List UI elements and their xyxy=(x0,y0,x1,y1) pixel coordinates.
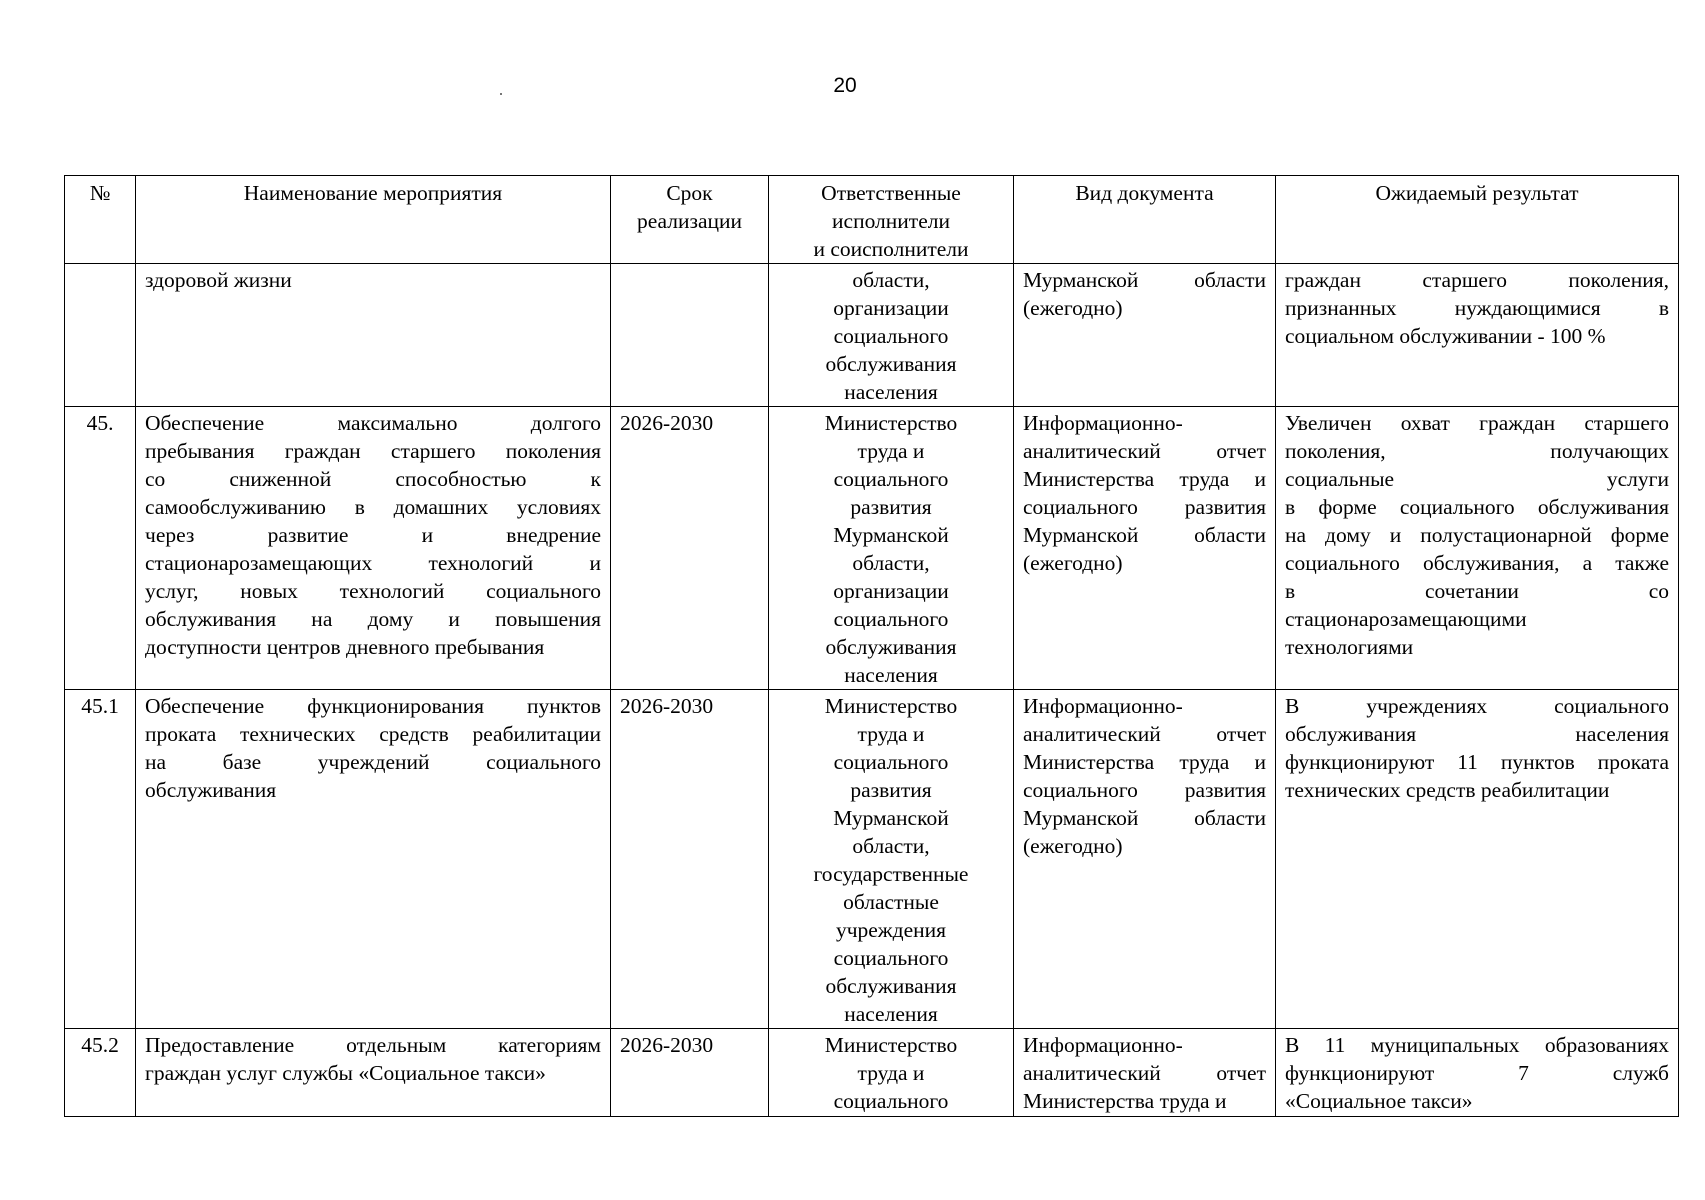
cell-line: населения xyxy=(844,663,938,687)
cell-line: стационарозамещающих технологий и xyxy=(145,551,601,575)
cell-line: Мурманской области xyxy=(1023,523,1266,547)
cell-line: в сочетании со xyxy=(1285,579,1669,603)
cell-line: Информационно- xyxy=(1023,1033,1183,1057)
row-num xyxy=(65,264,136,407)
cell-line: Мурманской xyxy=(833,806,949,830)
cell-line: социального xyxy=(833,946,949,970)
row-doc-type xyxy=(1014,1029,1276,1117)
table-row xyxy=(65,1029,1679,1117)
cell-line: пребывания граждан старшего поколения xyxy=(145,439,601,463)
cell-line: услуг, новых технологий социального xyxy=(145,579,601,603)
cell-line: социальные услуги xyxy=(1285,467,1669,491)
cell-line: обслуживания населения xyxy=(1285,722,1669,746)
cell-line: области, xyxy=(852,268,930,292)
cell-line: социального xyxy=(833,324,949,348)
cell-line: организации xyxy=(833,296,949,320)
cell-line: Министерства труда и xyxy=(1023,467,1266,491)
row-name xyxy=(136,407,611,690)
cell-line: развития xyxy=(850,778,932,802)
header-name: Наименование мероприятия xyxy=(136,176,611,264)
cell-line: здоровой жизни xyxy=(145,268,292,292)
cell-line: граждан услуг службы «Социальное такси» xyxy=(145,1061,546,1085)
cell-line: функционируют 7 служб xyxy=(1285,1061,1669,1085)
cell-line: обслуживания xyxy=(825,352,957,376)
cell-line: доступности центров дневного пребывания xyxy=(145,635,545,659)
cell-line: В 11 муниципальных образованиях xyxy=(1285,1033,1669,1057)
cell-line: Обеспечение максимально долгого xyxy=(145,411,601,435)
header-term xyxy=(611,176,769,264)
row-name xyxy=(136,1029,611,1117)
cell-line: Министерство xyxy=(824,1033,958,1057)
cell-line: технических средств реабилитации xyxy=(1285,778,1610,802)
cell-line: организации xyxy=(833,579,949,603)
table-row xyxy=(65,690,1679,1029)
cell-line: труда и xyxy=(857,1061,925,1085)
row-executors xyxy=(769,264,1014,407)
row-result xyxy=(1276,407,1679,690)
cell-line: граждан старшего поколения, xyxy=(1285,268,1669,292)
header-num: № xyxy=(65,176,136,264)
row-name xyxy=(136,690,611,1029)
cell-line: труда и xyxy=(857,722,925,746)
cell-line: Обеспечение функционирования пунктов xyxy=(145,694,601,718)
cell-line: исполнители xyxy=(832,209,950,233)
row-name xyxy=(136,264,611,407)
cell-line: самообслуживанию в домашних условиях xyxy=(145,495,601,519)
cell-line: Предоставление отдельным категориям xyxy=(145,1033,601,1057)
cell-line: труда и xyxy=(857,439,925,463)
row-doc-type xyxy=(1014,407,1276,690)
cell-line: в форме социального обслуживания xyxy=(1285,495,1669,519)
cell-line: Мурманской xyxy=(833,523,949,547)
cell-line: социального xyxy=(833,1089,949,1113)
row-term: 2026-2030 xyxy=(611,1029,769,1117)
row-result xyxy=(1276,690,1679,1029)
row-executors xyxy=(769,1029,1014,1117)
row-term: 2026-2030 xyxy=(611,407,769,690)
cell-line: (ежегодно) xyxy=(1023,834,1123,858)
cell-line: признанных нуждающимися в xyxy=(1285,296,1669,320)
cell-line: обслуживания xyxy=(825,974,957,998)
cell-line: реализации xyxy=(636,209,743,233)
cell-line: социального развития xyxy=(1023,495,1266,519)
cell-line: Министерство xyxy=(824,411,958,435)
cell-line: обслуживания на дому и повышения xyxy=(145,607,601,631)
cell-line: социального xyxy=(833,607,949,631)
cell-line: Увеличен охват граждан старшего xyxy=(1285,411,1669,435)
cell-line: Министерства труда и xyxy=(1023,1089,1227,1113)
cell-line: Срок xyxy=(666,181,713,205)
cell-line: со сниженной способностью к xyxy=(145,467,601,491)
cell-line: Министерства труда и xyxy=(1023,750,1266,774)
row-doc-type xyxy=(1014,690,1276,1029)
header-result: Ожидаемый результат xyxy=(1276,176,1679,264)
cell-line: социального обслуживания, а также xyxy=(1285,551,1669,575)
row-executors xyxy=(769,690,1014,1029)
cell-line: Министерство xyxy=(824,694,958,718)
header-executors xyxy=(769,176,1014,264)
cell-line: Мурманской области xyxy=(1023,268,1266,292)
page-number: 20 xyxy=(833,74,857,97)
table-row xyxy=(65,264,1679,407)
cell-line: социального развития xyxy=(1023,778,1266,802)
cell-line: области, xyxy=(852,834,930,858)
cell-line: функционируют 11 пунктов проката xyxy=(1285,750,1669,774)
cell-line: областные xyxy=(843,890,939,914)
scan-speck xyxy=(500,93,502,95)
cell-line: социальном обслуживании - 100 % xyxy=(1285,324,1606,348)
row-num: 45.1 xyxy=(65,690,136,1029)
cell-line: аналитический отчет xyxy=(1023,1061,1266,1085)
cell-line: Информационно- xyxy=(1023,411,1183,435)
cell-line: учреждения xyxy=(835,918,947,942)
cell-line: поколения, получающих xyxy=(1285,439,1669,463)
cell-line: аналитический отчет xyxy=(1023,722,1266,746)
row-term xyxy=(611,264,769,407)
cell-line: технологиями xyxy=(1285,635,1414,659)
cell-line: через развитие и внедрение xyxy=(145,523,601,547)
cell-line: В учреждениях социального xyxy=(1285,694,1669,718)
cell-line: обслуживания xyxy=(825,635,957,659)
cell-line: «Социальное такси» xyxy=(1285,1089,1473,1113)
row-result xyxy=(1276,264,1679,407)
cell-line: социального xyxy=(833,750,949,774)
cell-line: населения xyxy=(844,1002,938,1026)
cell-line: и соисполнители xyxy=(813,237,969,261)
cell-line: (ежегодно) xyxy=(1023,551,1123,575)
cell-line: проката технических средств реабилитации xyxy=(145,722,601,746)
cell-line: населения xyxy=(844,380,938,404)
cell-line: области, xyxy=(852,551,930,575)
row-num: 45.2 xyxy=(65,1029,136,1117)
cell-line: (ежегодно) xyxy=(1023,296,1123,320)
row-executors xyxy=(769,407,1014,690)
cell-line: социального xyxy=(833,467,949,491)
measures-table xyxy=(64,175,1679,1117)
cell-line: на дому и полустационарной форме xyxy=(1285,523,1669,547)
cell-line: Информационно- xyxy=(1023,694,1183,718)
cell-line: развития xyxy=(850,495,932,519)
cell-line: на базе учреждений социального xyxy=(145,750,601,774)
row-doc-type xyxy=(1014,264,1276,407)
cell-line: обслуживания xyxy=(145,778,277,802)
row-term: 2026-2030 xyxy=(611,690,769,1029)
row-result xyxy=(1276,1029,1679,1117)
row-num: 45. xyxy=(65,407,136,690)
cell-line: Мурманской области xyxy=(1023,806,1266,830)
cell-line: аналитический отчет xyxy=(1023,439,1266,463)
table-row xyxy=(65,407,1679,690)
cell-line: стационарозамещающими xyxy=(1285,607,1527,631)
cell-line: государственные xyxy=(813,862,969,886)
header-doc-type: Вид документа xyxy=(1014,176,1276,264)
table-header-row xyxy=(65,176,1679,264)
cell-line: Ответственные xyxy=(821,181,961,205)
